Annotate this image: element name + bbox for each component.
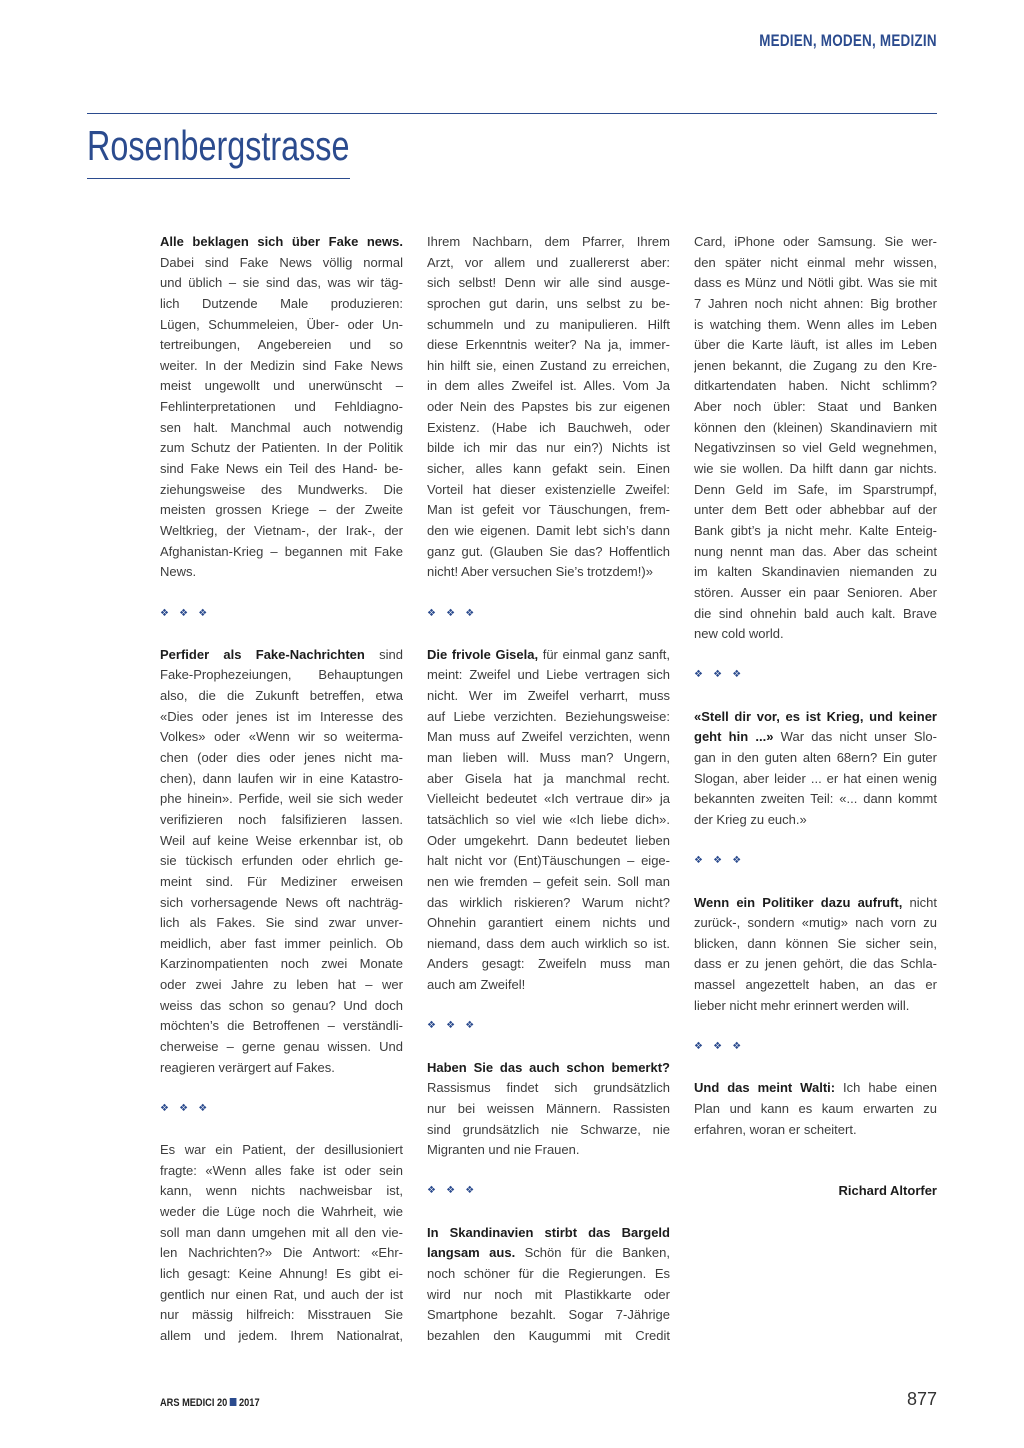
paragraph: [427, 645, 670, 996]
bold-lead-in: Perfider als Fake-Nachrichten: [160, 646, 365, 662]
text-line: tertreibungen, Angebereien und so: [160, 337, 403, 353]
text-line: oder zwei Jahre zu leben hat – wer: [160, 977, 403, 993]
text-line: ganz gut. (Glauben Sie das? Hoffentlich: [427, 543, 670, 559]
text-line: meist ungewollt und unerwünscht –: [160, 378, 403, 394]
column-1-body: [160, 232, 403, 1347]
text-line: Fake-Prophezeiungen, Behauptungen: [160, 667, 403, 683]
text-line: oder Nein des Papstes bis zur eigenen: [427, 399, 670, 415]
text-line: dass er zu jenen gehört, die das Schla-: [694, 956, 937, 972]
section-separator: ❖ ❖ ❖: [694, 669, 745, 681]
text-line: sich selbst! Denn wir alle sind ausge-: [427, 275, 670, 291]
text-line: können den (kleinen) Skandinaviern mit: [694, 419, 937, 435]
square-icon: [230, 1398, 237, 1406]
page-number: 877: [906, 1389, 937, 1409]
text-line: die sind ohnehin bald auch kalt. Brave: [694, 605, 937, 621]
journal-year: 2017: [239, 1397, 260, 1409]
text-line: meint sind. Für Mediziner erweisen: [160, 873, 403, 889]
text-line: hin hilft sie, einen Zustand zu erreichen,: [427, 357, 670, 373]
section-separator: ❖ ❖ ❖: [427, 1185, 478, 1197]
text-line: nen wie fremden – gefeit sein. Soll man: [427, 873, 670, 889]
text-line: meidlich, aber fast immer peinlich. Ob: [160, 935, 403, 951]
paragraph: [694, 893, 937, 1017]
bold-lead-in: Haben Sie das auch schon bemerkt?: [427, 1059, 670, 1075]
text-line: len Nachrichten?» Die Antwort: «Ehr-: [160, 1245, 403, 1261]
text-line: Rassismus findet sich grundsätzlich: [427, 1080, 670, 1096]
title-underline: [87, 178, 350, 179]
text-line: Afghanistan-Krieg – begannen mit Fake: [160, 543, 403, 559]
text-line: zurück-, sondern «mutig» nach vorn zu: [694, 915, 937, 931]
text-run: Schön für die Banken,: [515, 1245, 670, 1261]
text-line: ditkartendaten haben. Nicht schlimm?: [694, 378, 937, 394]
text-line: Smartphone bezahlt. Sogar 7-Jährige: [427, 1307, 670, 1323]
text-line: cherweise – gerne genau wissen. Und: [160, 1038, 403, 1054]
text-line: Aber noch übler: Staat und Banken: [694, 399, 937, 415]
section-separator: ❖ ❖ ❖: [694, 1040, 745, 1052]
paragraph: [160, 232, 403, 583]
text-line: Slogan, aber leider ... er hat einen wenig: [694, 770, 937, 786]
text-line: weder die Lüge noch die Wahrheit, wie: [160, 1204, 403, 1220]
text-line: gentlich nur einen Rat, und auch der ist: [160, 1286, 403, 1302]
text-line: Ihrem Nachbarn, dem Pfarrer, Ihrem: [427, 234, 670, 249]
text-line: bilde ich mir das nur ein?) Nichts ist: [427, 440, 670, 456]
text-line: stören. Ausser ein paar Senioren. Aber: [694, 584, 937, 600]
text-line: Arzt, vor allem und zuallererst aber:: [427, 254, 670, 270]
text-line: auf Liebe verzichten. Beziehungsweise:: [427, 708, 670, 724]
text-line: sen halt. Manchmal auch notwendig: [160, 419, 403, 435]
bold-lead-in: Alle beklagen sich über Fake news.: [160, 234, 403, 249]
text-line: aber Gisela hat ja manchmal recht.: [427, 770, 670, 786]
text-line: Fehlinterpretationen und Fehldiagno-: [160, 399, 403, 415]
text-line: is watching them. Wenn alles im Leben: [694, 316, 937, 332]
text-line: gan in den guten alten 68ern? Ein guter: [694, 750, 937, 766]
text-line: [427, 1243, 670, 1264]
text-line: über die Karte läuft, ist alles im Leben: [694, 337, 937, 353]
text-line: wie sie wollen. Da hilft dann gar nichts.: [694, 461, 937, 477]
text-line: blicken, dann können Sie sicher sein,: [694, 935, 937, 951]
paragraph: [694, 707, 937, 831]
text-line: Oder umgekehrt. Dann bedeutet lieben: [427, 832, 670, 848]
column-3: [694, 232, 937, 1202]
paragraph: [160, 1140, 403, 1346]
paragraph: [694, 1078, 937, 1140]
text-line: man lieben will. Muss man? Ungern,: [427, 750, 670, 766]
text-line: [427, 645, 670, 666]
bold-lead-in: «Stell dir vor, es ist Krieg, und keiner: [694, 708, 937, 724]
text-line: phe hinein». Perfide, weil sie sich weder: [160, 791, 403, 807]
column-3-body: [694, 232, 937, 1140]
text-line: Bank gibt’s ja nicht mehr. Kalte Enteig-: [694, 522, 937, 538]
paragraph: [694, 232, 937, 645]
text-line: Dabei sind Fake News völlig normal: [160, 254, 403, 270]
text-line: nicht. Wer im Zweifel verharrt, muss: [427, 688, 670, 704]
text-line: nur mässig hilfreich: Misstrauen Sie: [160, 1307, 403, 1323]
text-line: Negativzinsen so viel Geld wegnehmen,: [694, 440, 937, 456]
text-line: auch am Zweifel!: [427, 977, 526, 993]
text-line: Man ist gefeit vor Täuschungen, frem-: [427, 502, 670, 518]
bold-lead-in: Und das meint Walti:: [694, 1080, 836, 1096]
text-line: kann, wenn nichts nachweisbar ist,: [160, 1183, 403, 1199]
text-line: halt nicht vor (Ent)Täuschungen – eige-: [427, 853, 670, 869]
text-run: nicht: [902, 894, 937, 910]
text-line: meint: Zweifel und Liebe vertragen sich: [427, 667, 670, 683]
text-line: niemand, dass dem auch wirklich so ist.: [427, 935, 670, 951]
text-line: [694, 1078, 937, 1099]
text-line: tatsächlich so viel wie «Ich liebe dich».: [427, 811, 670, 827]
text-line: wird nur noch mit Plastikkarte oder: [427, 1286, 670, 1302]
text-line: weiss das schon so genau? Und doch: [160, 997, 403, 1013]
section-separator: ❖ ❖ ❖: [427, 1020, 478, 1032]
text-line: diese Erkenntnis weiter? Na ja, immer-: [427, 337, 670, 353]
text-line: also, die die Zukunft betreffen, etwa: [160, 688, 403, 704]
text-line: im kalten Skandinavien niemanden zu: [694, 564, 937, 580]
text-line: jenen bekannt, die Zugang zu den Kre-: [694, 357, 937, 373]
bold-lead-in: In Skandinavien stirbt das Bargeld: [427, 1224, 670, 1240]
text-line: in dem alles Zweifel ist. Alles. Vom Ja: [427, 378, 670, 394]
text-line: sprochen gut darin, uns selbst zu be-: [427, 295, 670, 311]
text-line: Migranten und nie Frauen.: [427, 1142, 580, 1158]
text-line: unter dem Bett oder abhebbar auf der: [694, 502, 937, 518]
text-line: ziehungsweise des Mundwerks. Die: [160, 481, 403, 497]
text-line: Plan und kann es kaum erwarten zu: [694, 1100, 937, 1116]
text-line: chen (oder dies oder jenes nicht ma-: [160, 750, 403, 766]
text-line: Es war ein Patient, der desillusioniert: [160, 1142, 403, 1158]
text-line: verifizieren noch falsifizieren lassen.: [160, 811, 403, 827]
text-run: Ich habe einen: [835, 1080, 937, 1096]
text-line: Denn Geld im Safe, im Sparstrumpf,: [694, 481, 937, 497]
text-line: zum Schutz der Patienten. In der Politik: [160, 440, 403, 456]
text-line: [694, 727, 937, 748]
text-line: sind grundsätzlich nie Schwarze, nie: [427, 1121, 670, 1137]
text-line: Vorteil hat dieser existenzielle Zweifel:: [427, 481, 670, 497]
text-line: sie tückisch erfunden oder ehrlich ge-: [160, 853, 403, 869]
text-line: sich vorhersagende News oft nachträg-: [160, 894, 403, 910]
journal-footer: [160, 1396, 260, 1410]
text-line: nung nennt man das. Aber das scheint: [694, 543, 937, 559]
text-line: [427, 1058, 670, 1079]
text-line: soll man dann umgehen mit all den vie-: [160, 1224, 403, 1240]
bold-lead-in: Die frivole Gisela,: [427, 646, 539, 662]
text-line: News.: [160, 564, 197, 580]
text-line: den später nicht einmal mehr wissen,: [694, 254, 937, 270]
text-line: new cold world.: [694, 626, 784, 642]
text-line: Existenz. (Habe ich Bauchweh, oder: [427, 419, 670, 435]
text-line: erfahren, woran er scheitert.: [694, 1121, 857, 1137]
text-line: möchten’s die Betroffenen – verständli-: [160, 1018, 403, 1034]
text-line: sind Fake News ein Teil des Hand- be-: [160, 461, 403, 477]
journal-name: ARS MEDICI 20: [160, 1397, 228, 1409]
section-separator: ❖ ❖ ❖: [694, 855, 745, 867]
text-run: für einmal ganz sanft,: [538, 646, 670, 662]
author-signature: Richard Altorfer: [838, 1183, 937, 1199]
bold-lead-in: langsam aus.: [427, 1245, 516, 1261]
article-title: Rosenbergstrasse: [87, 122, 350, 169]
text-line: [160, 232, 403, 253]
text-run: War das nicht unser Slo-: [773, 729, 937, 745]
section-heading: MEDIEN, MODEN, MEDIZIN: [759, 31, 937, 50]
text-line: fragte: «Wenn alles fake ist oder sein: [160, 1162, 403, 1178]
text-line: [694, 893, 937, 914]
paragraph: [427, 232, 670, 583]
text-line: lich Dutzende Male produzieren:: [160, 295, 403, 311]
text-line: und üblich – sie sind das, was wir täg-: [160, 275, 403, 291]
text-line: reagieren verärgert auf Fakes.: [160, 1059, 335, 1075]
text-line: [160, 645, 403, 666]
text-line: noch schöner für die Regierungen. Es: [427, 1266, 670, 1282]
text-line: nicht! Aber versuchen Sie’s trotzdem!)»: [427, 564, 653, 580]
text-line: Weltkrieg, der Vietnam-, der Irak-, der: [160, 522, 403, 538]
text-line: lieber nicht mehr erinnert werden will.: [694, 997, 910, 1013]
bold-lead-in: Wenn ein Politiker dazu aufruft,: [694, 894, 903, 910]
text-line: Card, iPhone oder Samsung. Sie wer-: [694, 234, 937, 249]
text-line: Ohnehin garantiert einem nichts und: [427, 915, 670, 931]
text-line: meisten grossen Kriege – der Zweite: [160, 502, 403, 518]
text-line: Anders gesagt: Zweifeln muss man: [427, 956, 670, 972]
text-line: Man muss auf Zweifel verzichten, wenn: [427, 729, 670, 745]
text-line: Vielleicht bedeutet «Ich vertraue dir» ja: [427, 791, 670, 807]
text-line: massel angezettelt haben, an das er: [694, 977, 937, 993]
text-line: 7 Jahren noch nicht ahnen: Big brother: [694, 295, 937, 311]
paragraph: [427, 1223, 670, 1347]
text-line: weiter. In der Medizin sind Fake News: [160, 357, 403, 373]
text-line: Karzinompatienten noch zwei Monate: [160, 956, 403, 972]
header-rule: [87, 113, 937, 114]
section-separator: ❖ ❖ ❖: [160, 1102, 211, 1114]
column-2: [427, 232, 670, 1347]
text-line: das wirklich riskieren? Warum nicht?: [427, 894, 670, 910]
section-separator: ❖ ❖ ❖: [160, 607, 211, 619]
text-line: der Krieg zu euch.»: [694, 811, 807, 827]
text-line: allem und jedem. Ihrem Nationalrat,: [160, 1327, 403, 1343]
text-run: sind: [364, 646, 403, 662]
text-line: lich als Fakes. Sie sind zwar unver-: [160, 915, 403, 931]
column-2-body: [427, 232, 670, 1347]
text-line: schummeln und zu manipulieren. Hilft: [427, 316, 670, 332]
text-line: bekannten zweiten Teil: «... dann kommt: [694, 791, 937, 807]
text-line: Volkes» oder «Wenn wir so weiterma-: [160, 729, 403, 745]
text-line: Lügen, Schummeleien, Über- oder Un-: [160, 316, 403, 332]
section-separator: ❖ ❖ ❖: [427, 607, 478, 619]
text-line: dass es Münz und Nötli gibt. Was sie mit: [694, 275, 937, 291]
column-1: [160, 232, 403, 1347]
paragraph: [427, 1058, 670, 1161]
text-line: bezahlen den Kaugummi mit Credit: [427, 1327, 670, 1343]
text-line: «Dies oder jenes ist im Interesse des: [160, 708, 403, 724]
text-line: lich gesagt: Keine Ahnung! Es gibt ei-: [160, 1266, 403, 1282]
text-line: chen), dann laufen wir in eine Katastro-: [160, 770, 403, 786]
bold-lead-in: geht hin ...»: [694, 729, 774, 745]
text-line: [694, 707, 937, 728]
text-line: sicher, alles kann gefakt sein. Einen: [427, 461, 670, 477]
text-line: Weil auf keine Weise erkennbar ist, ob: [160, 832, 403, 848]
text-line: den wie eigenen. Damit lebt sich’s dann: [427, 522, 670, 538]
text-line: [427, 1223, 670, 1244]
text-line: nur bei weissen Männern. Rassisten: [427, 1100, 670, 1116]
paragraph: [160, 645, 403, 1078]
